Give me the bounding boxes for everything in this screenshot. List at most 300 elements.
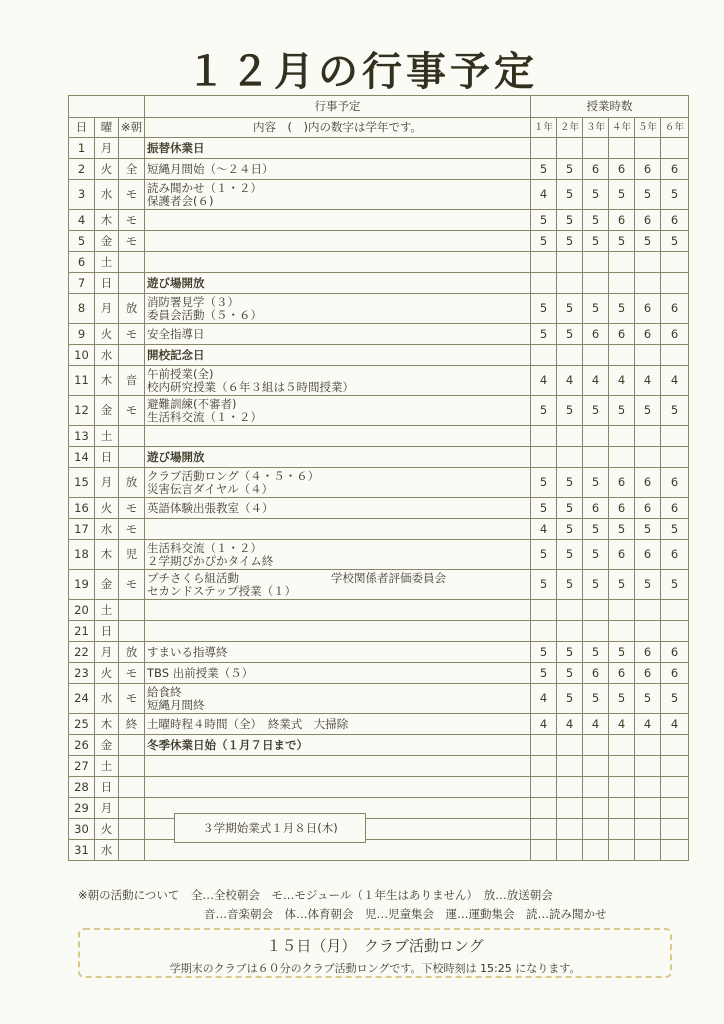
event-line: セカンドステップ授業（１）: [147, 583, 297, 598]
morning-cell: [119, 426, 145, 447]
event-content-cell: [145, 570, 531, 600]
hours-cell: 5: [531, 210, 557, 231]
hours-cell: [557, 426, 583, 447]
hours-cell: 4: [531, 714, 557, 735]
hours-cell: 5: [557, 180, 583, 210]
day-cell: 4: [69, 210, 95, 231]
hours-cell: [557, 138, 583, 159]
hours-cell: 6: [661, 294, 689, 324]
hours-cell: 5: [531, 159, 557, 180]
morning-cell: モ: [119, 684, 145, 714]
morning-cell: 終: [119, 714, 145, 735]
event-line: すまいる指導終: [147, 644, 228, 659]
hours-cell: 4: [635, 366, 661, 396]
weekday-cell: 木: [95, 540, 119, 570]
day-cell: 15: [69, 468, 95, 498]
hours-cell: 4: [609, 714, 635, 735]
hours-cell: [557, 735, 583, 756]
morning-cell: [119, 345, 145, 366]
event-content-cell: [145, 714, 531, 735]
hours-cell: 5: [583, 642, 609, 663]
hours-cell: 6: [635, 159, 661, 180]
event-content-cell: [145, 294, 531, 324]
hours-cell: [531, 735, 557, 756]
hours-cell: 6: [609, 498, 635, 519]
day-cell: 18: [69, 540, 95, 570]
hours-cell: 5: [531, 498, 557, 519]
hours-cell: 6: [583, 324, 609, 345]
table-row: [69, 252, 689, 273]
hours-cell: 5: [661, 396, 689, 426]
hours-cell: 5: [531, 570, 557, 600]
day-cell: 3: [69, 180, 95, 210]
morning-cell: [119, 252, 145, 273]
morning-cell: モ: [119, 231, 145, 252]
event-line: 午前授業(全): [147, 366, 214, 381]
event-content-cell: [145, 138, 531, 159]
weekday-cell: 水: [95, 345, 119, 366]
hours-cell: [661, 447, 689, 468]
table-row: [69, 366, 689, 396]
hours-cell: [531, 798, 557, 819]
table-row: [69, 447, 689, 468]
hours-cell: [583, 600, 609, 621]
table-row: [69, 540, 689, 570]
hours-cell: 5: [609, 231, 635, 252]
hours-cell: [609, 756, 635, 777]
hours-cell: [635, 621, 661, 642]
morning-cell: 音: [119, 366, 145, 396]
event-line: 土曜時程４時間（全） 終業式 大掃除: [147, 716, 349, 731]
morning-cell: 全: [119, 159, 145, 180]
event-content-cell: [145, 621, 531, 642]
hours-cell: 5: [609, 642, 635, 663]
morning-cell: モ: [119, 396, 145, 426]
table-row: [69, 621, 689, 642]
hours-cell: 6: [609, 159, 635, 180]
hours-cell: [609, 426, 635, 447]
event-content-cell: [145, 600, 531, 621]
morning-cell: モ: [119, 180, 145, 210]
day-cell: 26: [69, 735, 95, 756]
table-row: [69, 273, 689, 294]
hours-cell: [531, 819, 557, 840]
event-content-cell: [145, 345, 531, 366]
event-line: クラブ活動ロング（４・５・６）: [147, 468, 320, 483]
hours-cell: 5: [583, 540, 609, 570]
hours-cell: [557, 798, 583, 819]
event-content-cell: [145, 642, 531, 663]
hours-cell: [557, 840, 583, 861]
hours-cell: 6: [661, 663, 689, 684]
hours-cell: 5: [661, 231, 689, 252]
morning-cell: [119, 756, 145, 777]
hours-cell: 5: [609, 519, 635, 540]
table-row: [69, 294, 689, 324]
hours-cell: [635, 840, 661, 861]
hours-cell: [609, 273, 635, 294]
hours-cell: [661, 426, 689, 447]
hours-cell: [635, 756, 661, 777]
hours-cell: [609, 600, 635, 621]
hours-cell: 5: [661, 684, 689, 714]
header-grade: １年: [531, 118, 557, 138]
event-line: 保護者会(６): [147, 193, 214, 208]
table-row: [69, 777, 689, 798]
table-row: [69, 735, 689, 756]
weekday-cell: 月: [95, 798, 119, 819]
hours-cell: [583, 777, 609, 798]
event-content-cell: [145, 180, 531, 210]
table-row: [69, 426, 689, 447]
morning-cell: モ: [119, 663, 145, 684]
hours-cell: [635, 600, 661, 621]
event-line: 安全指導日: [147, 326, 205, 341]
hours-cell: 5: [557, 519, 583, 540]
hours-cell: [661, 777, 689, 798]
hours-cell: 4: [531, 684, 557, 714]
hours-cell: 6: [583, 498, 609, 519]
hours-cell: 5: [583, 180, 609, 210]
weekday-cell: 火: [95, 159, 119, 180]
hours-cell: 6: [583, 159, 609, 180]
hours-cell: 5: [583, 468, 609, 498]
day-cell: 23: [69, 663, 95, 684]
hours-cell: [635, 426, 661, 447]
hours-cell: [557, 777, 583, 798]
weekday-cell: 水: [95, 840, 119, 861]
hours-cell: [661, 138, 689, 159]
hours-cell: 4: [583, 714, 609, 735]
morning-cell: 児: [119, 540, 145, 570]
day-cell: 25: [69, 714, 95, 735]
table-row: [69, 840, 689, 861]
hours-cell: 6: [661, 324, 689, 345]
weekday-cell: 月: [95, 642, 119, 663]
hours-cell: [609, 447, 635, 468]
hours-cell: [583, 798, 609, 819]
weekday-cell: 月: [95, 294, 119, 324]
day-cell: 8: [69, 294, 95, 324]
morning-cell: [119, 798, 145, 819]
table-row: [69, 345, 689, 366]
event-content-cell: [145, 684, 531, 714]
hours-cell: 6: [635, 324, 661, 345]
event-content-cell: [145, 447, 531, 468]
header-morning: ※朝: [119, 118, 145, 138]
event-content-cell: [145, 735, 531, 756]
hours-cell: [661, 798, 689, 819]
hours-cell: [583, 345, 609, 366]
hours-cell: [531, 777, 557, 798]
hours-cell: 5: [583, 210, 609, 231]
hours-cell: 6: [609, 663, 635, 684]
event-content-cell: [145, 324, 531, 345]
header-grade: ５年: [635, 118, 661, 138]
event-content-cell: [145, 210, 531, 231]
hours-cell: [661, 252, 689, 273]
hours-cell: [635, 447, 661, 468]
hours-cell: 5: [583, 396, 609, 426]
hours-cell: 5: [635, 570, 661, 600]
header-weekday: 曜: [95, 118, 119, 138]
morning-cell: モ: [119, 210, 145, 231]
hours-cell: 4: [557, 714, 583, 735]
morning-cell: [119, 600, 145, 621]
hours-cell: [635, 138, 661, 159]
hours-cell: 6: [635, 642, 661, 663]
event-line: 校内研究授業（６年３組は５時間授業）: [147, 379, 355, 394]
hours-cell: [583, 735, 609, 756]
event-line: TBS 出前授業（５）: [147, 665, 254, 680]
hours-cell: [635, 819, 661, 840]
weekday-cell: 土: [95, 756, 119, 777]
event-line: ２学期ぴかぴかタイム終: [147, 553, 274, 568]
event-content-cell: [145, 396, 531, 426]
hours-cell: 5: [583, 519, 609, 540]
hours-cell: 6: [635, 210, 661, 231]
hours-cell: [661, 735, 689, 756]
day-cell: 17: [69, 519, 95, 540]
header-grade: ３年: [583, 118, 609, 138]
table-row: [69, 714, 689, 735]
event-content-cell: [145, 273, 531, 294]
hours-cell: [583, 138, 609, 159]
table-row: [69, 180, 689, 210]
hours-cell: 6: [661, 159, 689, 180]
hours-cell: 4: [609, 366, 635, 396]
hours-cell: [609, 819, 635, 840]
hours-cell: 6: [635, 540, 661, 570]
hours-cell: [635, 798, 661, 819]
hours-cell: [635, 252, 661, 273]
day-cell: 14: [69, 447, 95, 468]
hours-cell: 5: [557, 294, 583, 324]
hours-cell: 5: [557, 663, 583, 684]
morning-cell: [119, 840, 145, 861]
event-line: 遊び場開放: [147, 449, 205, 464]
event-line: 生活科交流（１・２）: [147, 409, 263, 424]
event-line: 短縄月間終: [147, 697, 205, 712]
hours-cell: [609, 252, 635, 273]
day-cell: 10: [69, 345, 95, 366]
hours-cell: 5: [609, 180, 635, 210]
hours-cell: [661, 819, 689, 840]
table-row: [69, 798, 689, 819]
hours-cell: [531, 621, 557, 642]
hours-cell: 5: [531, 663, 557, 684]
morning-activity-legend-2: 音…音楽朝会 体…体育朝会 児…児童集会 運…運動集会 読…読み聞かせ: [204, 907, 607, 921]
weekday-cell: 火: [95, 663, 119, 684]
weekday-cell: 水: [95, 684, 119, 714]
morning-cell: モ: [119, 498, 145, 519]
morning-cell: [119, 273, 145, 294]
morning-activity-legend: ※朝の活動について 全…全校朝会 モ…モジュール（１年生はありません） 放…放送朝会: [78, 888, 553, 902]
hours-cell: [661, 756, 689, 777]
hours-cell: 5: [635, 684, 661, 714]
header-day: 日: [69, 118, 95, 138]
hours-cell: [583, 252, 609, 273]
hours-cell: 5: [557, 396, 583, 426]
table-row: [69, 600, 689, 621]
hours-cell: [531, 840, 557, 861]
event-content-cell: [145, 468, 531, 498]
third-term-start-note: ３学期始業式１月８日(木): [174, 813, 366, 843]
hours-cell: 4: [583, 366, 609, 396]
hours-cell: [609, 621, 635, 642]
morning-cell: [119, 819, 145, 840]
event-line: プチさくら組活動 学校関係者評価委員会: [147, 570, 447, 585]
header-grade: ６年: [661, 118, 689, 138]
day-cell: 24: [69, 684, 95, 714]
hours-cell: 5: [609, 396, 635, 426]
weekday-cell: 日: [95, 447, 119, 468]
day-cell: 2: [69, 159, 95, 180]
hours-cell: 4: [557, 366, 583, 396]
day-cell: 6: [69, 252, 95, 273]
page-title: １２月の行事予定: [186, 49, 538, 95]
hours-cell: [609, 138, 635, 159]
weekday-cell: 水: [95, 519, 119, 540]
weekday-cell: 日: [95, 777, 119, 798]
table-row: [69, 138, 689, 159]
hours-cell: 5: [557, 570, 583, 600]
hours-cell: [609, 735, 635, 756]
day-cell: 16: [69, 498, 95, 519]
hours-cell: [609, 798, 635, 819]
hours-cell: [557, 621, 583, 642]
hours-cell: [635, 273, 661, 294]
header-grade: ２年: [557, 118, 583, 138]
event-content-cell: [145, 426, 531, 447]
hours-cell: 5: [557, 159, 583, 180]
day-cell: 9: [69, 324, 95, 345]
hours-cell: [531, 273, 557, 294]
hours-cell: 6: [661, 642, 689, 663]
hours-cell: 5: [531, 540, 557, 570]
table-row: [69, 756, 689, 777]
hours-cell: 4: [531, 180, 557, 210]
table-row: [69, 231, 689, 252]
hours-cell: 5: [583, 684, 609, 714]
hours-cell: 5: [609, 570, 635, 600]
event-content-cell: [145, 663, 531, 684]
day-cell: 1: [69, 138, 95, 159]
table-row: [69, 519, 689, 540]
hours-cell: 6: [609, 468, 635, 498]
club-banner-text: 学期末のクラブは６０分のクラブ活動ロングです。下校時刻は 15:25 になります。: [169, 962, 581, 975]
event-line: 開校記念日: [147, 347, 205, 362]
hours-cell: 5: [635, 519, 661, 540]
hours-cell: [609, 345, 635, 366]
weekday-cell: 木: [95, 366, 119, 396]
hours-cell: 5: [531, 231, 557, 252]
hours-cell: [661, 840, 689, 861]
header-content: 内容 ( )内の数字は学年です。: [145, 118, 531, 138]
hours-cell: [531, 345, 557, 366]
day-cell: 7: [69, 273, 95, 294]
hours-cell: 5: [661, 180, 689, 210]
weekday-cell: 月: [95, 138, 119, 159]
weekday-cell: 火: [95, 324, 119, 345]
hours-cell: [557, 252, 583, 273]
hours-cell: 5: [531, 294, 557, 324]
weekday-cell: 火: [95, 498, 119, 519]
hours-cell: [609, 840, 635, 861]
table-row: [69, 663, 689, 684]
event-line: 英語体験出張教室（４）: [147, 500, 274, 515]
day-cell: 20: [69, 600, 95, 621]
morning-cell: 放: [119, 294, 145, 324]
hours-cell: [583, 819, 609, 840]
hours-cell: 4: [531, 366, 557, 396]
weekday-cell: 月: [95, 468, 119, 498]
table-row: [69, 570, 689, 600]
hours-cell: 4: [661, 366, 689, 396]
event-line: 短縄月間始（～２４日）: [147, 161, 274, 176]
event-line: 冬季休業日始（１月７日まで）: [147, 737, 309, 752]
weekday-cell: 金: [95, 231, 119, 252]
hours-cell: 5: [557, 210, 583, 231]
event-content-cell: [145, 756, 531, 777]
weekday-cell: 日: [95, 273, 119, 294]
table-row: [69, 210, 689, 231]
hours-cell: [635, 345, 661, 366]
morning-cell: 放: [119, 642, 145, 663]
hours-cell: 6: [635, 294, 661, 324]
hours-cell: [661, 621, 689, 642]
hours-cell: 5: [557, 468, 583, 498]
event-line: 遊び場開放: [147, 275, 205, 290]
morning-cell: [119, 621, 145, 642]
hours-cell: 6: [661, 498, 689, 519]
hours-cell: 6: [661, 540, 689, 570]
day-cell: 27: [69, 756, 95, 777]
hours-cell: [583, 840, 609, 861]
table-row: [69, 468, 689, 498]
hours-cell: 5: [635, 231, 661, 252]
hours-cell: [635, 735, 661, 756]
hours-cell: 6: [609, 540, 635, 570]
hours-cell: 5: [583, 570, 609, 600]
day-cell: 12: [69, 396, 95, 426]
hours-cell: [557, 273, 583, 294]
hours-cell: [583, 273, 609, 294]
weekday-cell: 金: [95, 396, 119, 426]
event-line: 振替休業日: [147, 140, 205, 155]
hours-cell: 5: [661, 570, 689, 600]
hours-cell: [531, 600, 557, 621]
morning-cell: モ: [119, 570, 145, 600]
event-line: 消防署見学（３）: [147, 294, 240, 309]
event-line: 生活科交流（１・２）: [147, 540, 263, 555]
weekday-cell: 水: [95, 180, 119, 210]
day-cell: 13: [69, 426, 95, 447]
event-content-cell: [145, 498, 531, 519]
table-row: [69, 819, 689, 840]
day-cell: 21: [69, 621, 95, 642]
event-line: 給食終: [147, 684, 182, 699]
hours-cell: [583, 756, 609, 777]
morning-cell: 放: [119, 468, 145, 498]
hours-cell: 6: [583, 663, 609, 684]
day-cell: 19: [69, 570, 95, 600]
club-banner-title: １５日（月） クラブ活動ロング: [266, 937, 484, 955]
hours-cell: 5: [609, 294, 635, 324]
hours-cell: [557, 345, 583, 366]
club-banner: [78, 928, 672, 978]
day-cell: 29: [69, 798, 95, 819]
